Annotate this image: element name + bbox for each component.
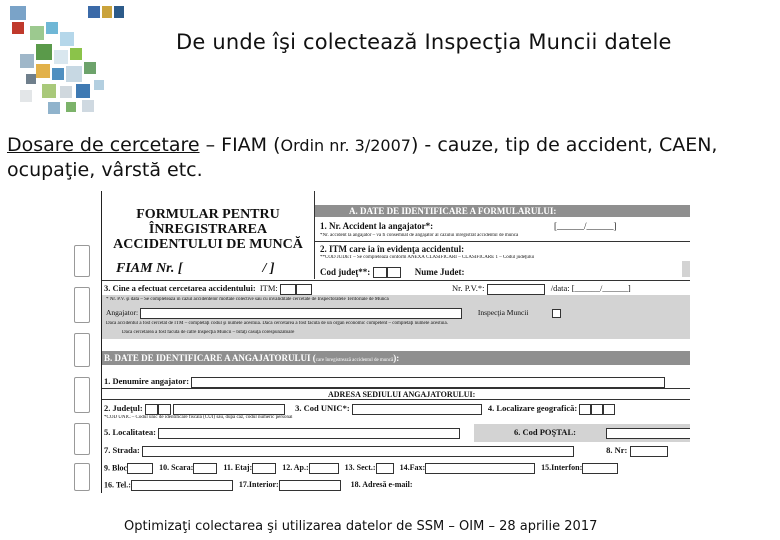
form-title: FORMULAR PENTRU ÎNREGISTRAREA ACCIDENTULUI DE MUNCĂ <box>113 207 303 252</box>
nr-pv-label: Nr. P.V.*: /data: [______/______] <box>452 283 631 293</box>
bloc-row: 9. Bloc 10. Scara: 11. Etaj: 12. Ap.: 13. Sect.: 14.Fax: 15.Interfon: <box>104 463 618 474</box>
form-side-banner <box>66 205 94 493</box>
footer-text: Optimizaţi colectarea şi utilizarea datelor de SSM – OIM – 28 aprilie 2017 <box>124 519 598 534</box>
page-title: De unde îşi colectează Inspecţia Muncii datele <box>176 30 672 54</box>
a2-label: 2. ITM care ia în evidenţa accidentul: <box>320 244 465 254</box>
intro-dash: – FIAM ( <box>199 134 281 156</box>
a1-note: *Nr. accident la angajator – va fi consemnat de angajator al cazului înregistrat accidentul de muncă <box>320 233 519 238</box>
cod-postal-row: 6. Cod POŞTAL: <box>514 427 690 439</box>
intro-rest: ) - cauze, tip de accident, CAEN, ocupaţie, vârstă etc. <box>7 134 718 181</box>
angajator-row: Angajator: Inspecţia Muncii <box>106 308 561 319</box>
form-note-1: Dacă accidentul a fost cercetat de ITM – completaţi codul şi numele acestuia. Dacă cercetarea a fost făcută de un organ economic competent – completaţi numele acestuia. <box>106 321 448 326</box>
cod-unic-note: *COD UNIC – Codul unic de identificare fiscală (CUI) sau, după caz, codul numeric personal <box>104 415 293 420</box>
strada-row: 7. Strada: 8. Nr: <box>104 445 668 457</box>
adresa-header: ADRESA SEDIULUI ANGAJATORULUI: <box>328 390 476 399</box>
intro-order: Ordin nr. 3/2007 <box>280 136 411 155</box>
tel-row: 16. Tel.: 17.Interior: 18. Adresă e-mail: <box>104 480 413 490</box>
fiam-form-scan <box>66 191 690 493</box>
denumire-row: 1. Denumire angajator: <box>104 376 665 388</box>
a1-label: 1. Nr. Accident la angajator*: <box>320 221 434 231</box>
localitatea-row: 5. Localitatea: <box>104 427 460 439</box>
intro-text <box>7 133 767 183</box>
fiam-form <box>101 191 690 493</box>
cod-judet-label: Cod judeţ**: Nume Judet: <box>320 267 465 277</box>
a1-box: [______/______] <box>554 221 617 231</box>
pv-note: * Nr. P.V. şi data – Se completează în cazul accidentelor mortale colective sau cu invaliditate cercetate de Inspectoratele Teritoriale de Muncă <box>106 297 389 302</box>
section-b-header: B. DATE DE IDENTIFICARE A ANGAJATORULUI (care înregistrează accidentul de muncă): <box>102 351 690 365</box>
form-note-2: Dacă cercetarea a fost făcută de către Inspecţia Muncii – bifaţi căsuţa corespunzătoare <box>122 330 295 335</box>
conference-logo <box>6 4 126 122</box>
fiam-number: FIAM Nr. [ / ] <box>116 261 275 276</box>
section-a-header: A. DATE DE IDENTIFICARE A FORMULARULUI: <box>315 205 690 217</box>
judetul-row: 2. Judeţul: 3. Cod UNIC*: 4. Localizare geografică: <box>104 403 615 415</box>
a2-note: **COD JUDET – Se completează conform ANEXĂ CLASIFICĂRI – CLASIFICARE 1 – Codul judeţului <box>320 255 535 260</box>
a3-label: 3. Cine a efectuat cercetarea accidentului: ITM: <box>104 283 312 295</box>
intro-highlight: Dosare de cercetare <box>7 134 200 156</box>
